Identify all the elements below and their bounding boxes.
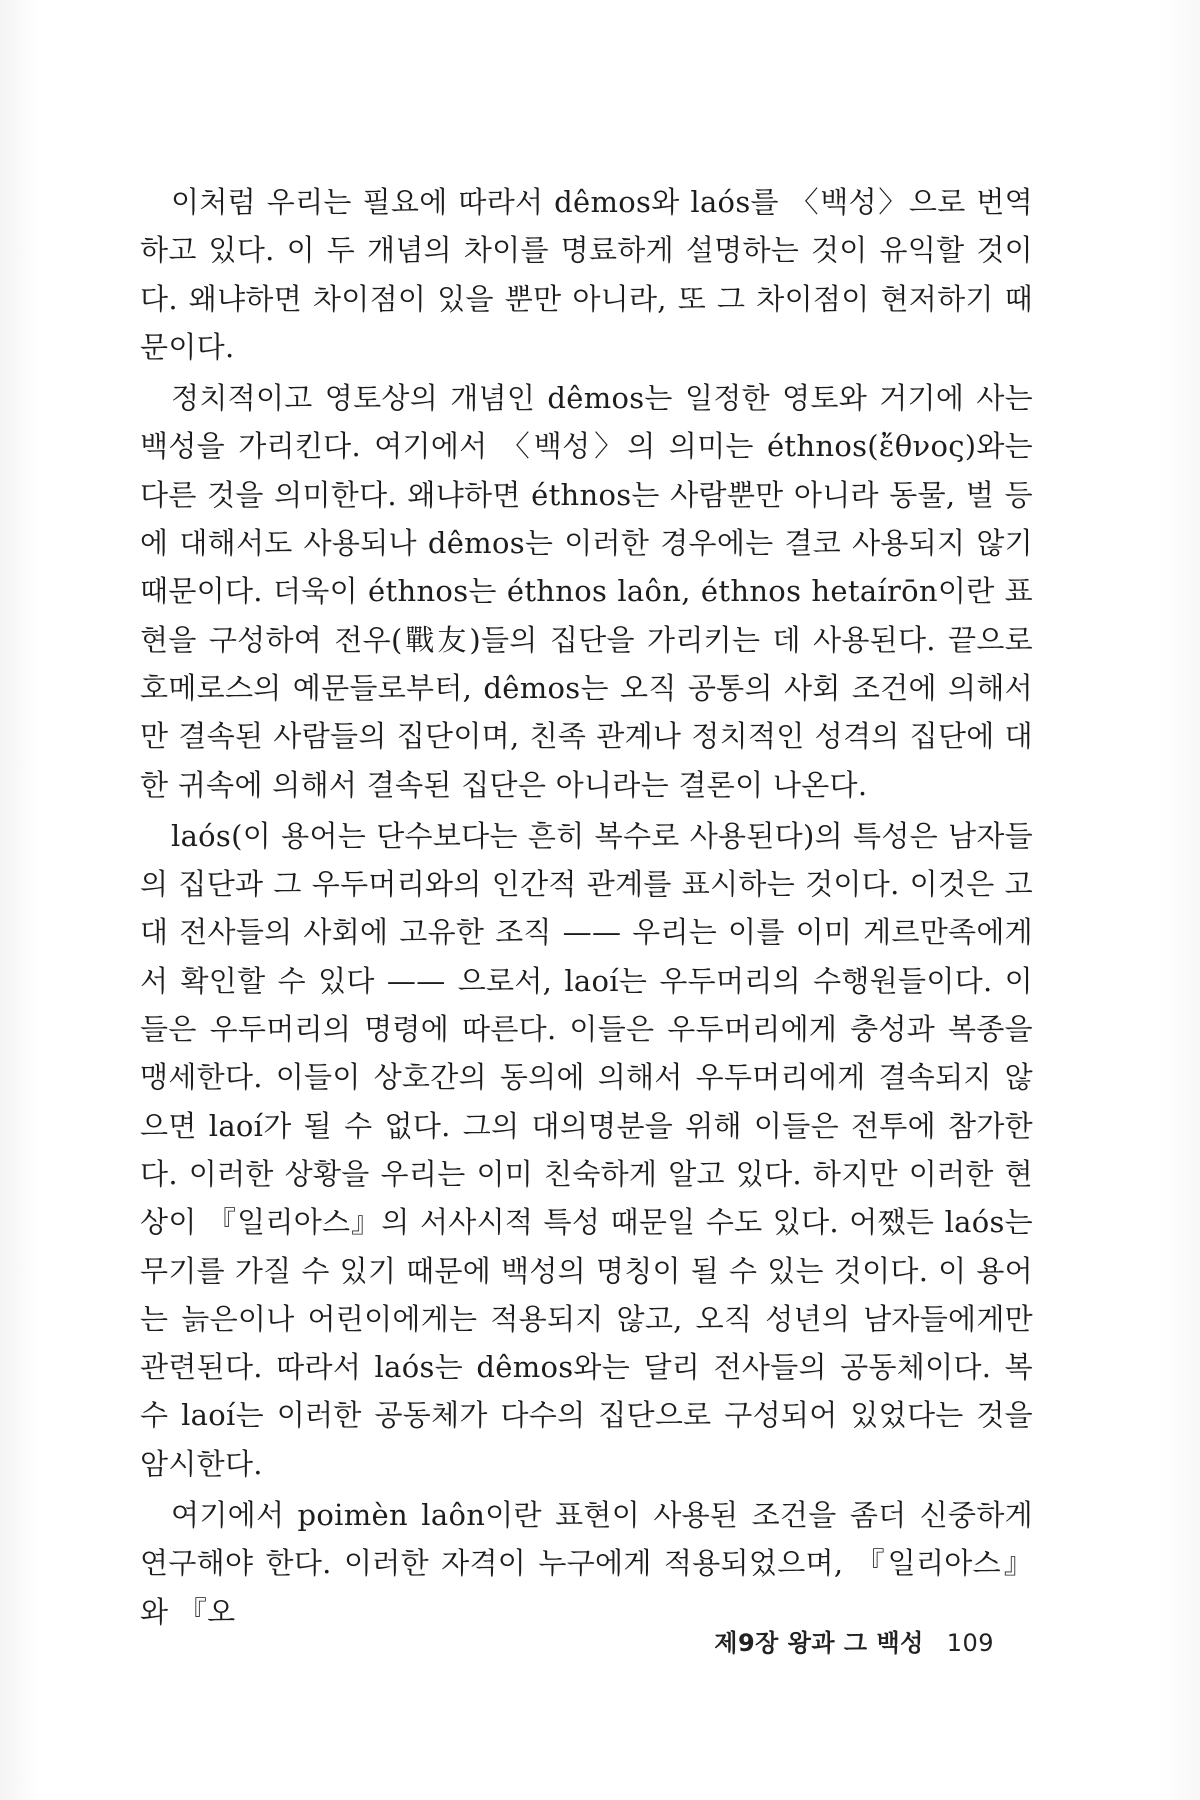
running-footer	[714, 1628, 994, 1658]
paragraph-3: laós(이 용어는 단수보다는 흔히 복수로 사용된다)의 특성은 남자들의 집단과 그 우두머리와의 인간적 관계를 표시하는 것이다. 이것은 고대 전사들의 사회에 고유한 조직 —— 우리는 이를 이미 게르만족에게서 확인할 수 있다 —— 으로서, laoí는 우두머리의 수행원들이다. 이들은 우두머리의 명령에 따른다. 이들은 우두머리에게 충성과 복종을 맹세한다. 이들이 상호간의 동의에 의해서 우두머리에게 결속되지 않으면 laoí가 될 수 없다. 그의 대의명분을 위해 이들은 전투에 참가한다. 이러한 상황을 우리는 이미 친숙하게 알고 있다. 하지만 이러한 현상이 『일리아스』의 서사시적 특성 때문일 수도 있다. 어쨌든 laós는 무기를 가질 수 있기 때문에 백성의 명칭이 될 수 있는 것이다. 이 용어는 늙은이나 어린이에게는 적용되지 않고, 오직 성년의 남자들에게만 관련된다. 따라서 laós는 dêmos와는 달리 전사들의 공동체이다. 복수 laoí는 이러한 공동체가 다수의 집단으로 구성되어 있었다는 것을 암시한다.	[140, 818, 1033, 1481]
paragraph-2: 정치적이고 영토상의 개념인 dêmos는 일정한 영토와 거기에 사는 백성을 가리킨다. 여기에서 〈백성〉의 의미는 éthnos(ἔθνος)와는 다른 것을 의미한다. 왜냐하면 éthnos는 사람뿐만 아니라 동물, 벌 등에 대해서도 사용되나 dêmos는 이러한 경우에는 결코 사용되지 않기 때문이다. 더욱이 éthnos는 éthnos laôn, éthnos hetaírōn이란 표현을 구성하여 전우(戰友)들의 집단을 가리키는 데 사용된다. 끝으로 호메로스의 예문들로부터, dêmos는 오직 공통의 사회 조건에 의해서만 결속된 사람들의 집단이며, 친족 관계나 정치적인 성격의 집단에 대한 귀속에 의해서 결속된 집단은 아니라는 결론이 나온다.	[140, 381, 1033, 802]
page-number: 109	[946, 1629, 994, 1657]
paragraph-1: 이처럼 우리는 필요에 따라서 dêmos와 laós를 〈백성〉으로 번역하고 있다. 이 두 개념의 차이를 명료하게 설명하는 것이 유익할 것이다. 왜냐하면 차이점이 있을 뿐만 아니라, 또 그 차이점이 현저하기 때문이다.	[140, 185, 1033, 364]
body-text	[140, 178, 1033, 1636]
paragraph-4: 여기에서 poimèn laôn이란 표현이 사용된 조건을 좀더 신중하게 연구해야 한다. 이러한 자격이 누구에게 적용되었으며, 『일리아스』와 『오	[140, 1498, 1033, 1629]
chapter-title: 제9장 왕과 그 백성	[714, 1629, 924, 1657]
